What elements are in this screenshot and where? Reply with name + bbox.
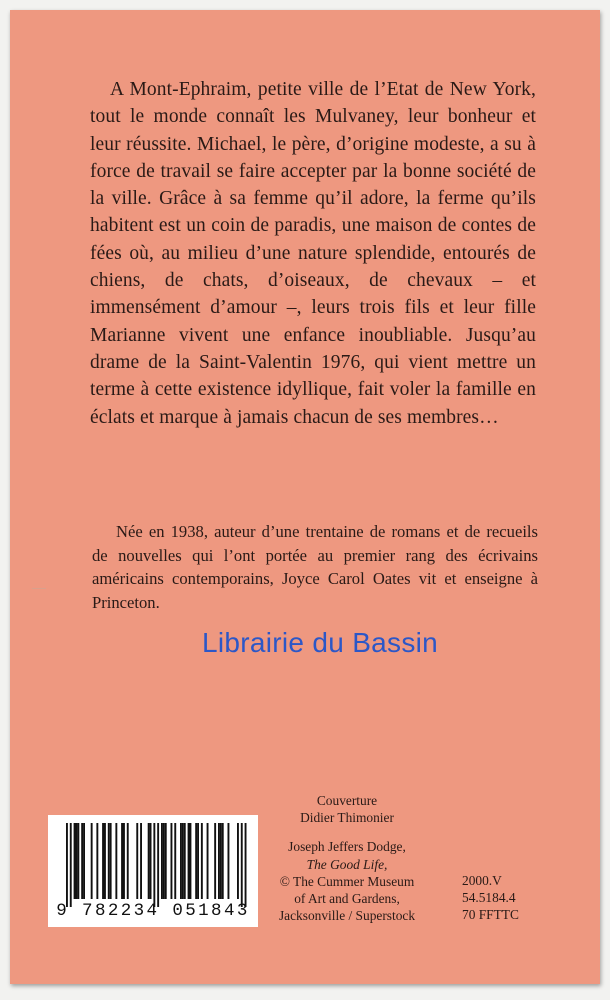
product-codes — [462, 872, 542, 924]
barcode-bar — [110, 823, 112, 899]
barcode-bar — [171, 823, 173, 899]
barcode-bar — [163, 823, 165, 899]
barcode-bar — [121, 823, 123, 899]
barcode-bar — [115, 823, 117, 899]
barcode-bar — [188, 823, 190, 899]
barcode-bar — [195, 823, 197, 899]
barcode-bar — [102, 823, 104, 899]
code-line: 70 FFTTC — [462, 907, 519, 923]
blurb-text: A Mont-Ephraim, petite ville de l’Etat de New York, tout le monde connaît les Mulvaney, leur bonheur et leur réussite. Michael, le père, d’origine modeste, a su à force de travail se faire accepter par la bonne société de la ville. Grâce à sa femme qu’il adore, la ferme qu’ils habitent est un coin de paradis, une maison de contes de fées où, au milieu d’une nature splendide, entourés de chiens, de chats, d’oiseaux, de chevaux – et immensément d’amour –, leurs trois fils et leur fille Marianne vivent une enfance inoubliable. Jusqu’au drame de la Saint-Valentin 1976, qui vient mettre un terme à cette existence idyllique, fait voler la famille en éclats et marque à jamais chacun de ses membres… — [90, 79, 536, 428]
barcode-bar — [157, 823, 159, 907]
back-cover — [10, 10, 600, 984]
barcode-bar — [70, 823, 72, 907]
cover-credits — [272, 792, 422, 924]
credit-line: The Good Life, — [306, 856, 388, 872]
barcode-bar — [108, 823, 110, 899]
barcode-bar — [136, 823, 138, 899]
barcode-bar — [237, 823, 239, 899]
credit-line: Couverture — [316, 793, 378, 808]
code-line: 2000.V — [462, 873, 502, 888]
barcode-bar — [201, 823, 203, 899]
barcode-bar — [66, 823, 68, 907]
barcode-bar — [228, 823, 230, 899]
barcode-bar — [91, 823, 93, 899]
barcode-bar — [104, 823, 106, 899]
barcode-bar — [150, 823, 152, 899]
author-bio: Née en 1938, auteur d’une trentaine de romans et de recueils de nouvelles qui l’ont portée au premier rang des écrivains américains contemporains, Joyce Carol Oates vit et enseigne à Princeton. — [92, 522, 538, 612]
barcode-digits: 9 782234 051843 — [56, 901, 250, 921]
barcode-bar — [161, 823, 163, 899]
credit-line: of Art and Gardens, — [294, 891, 400, 907]
credit-line: Didier Thimonier — [300, 810, 394, 826]
barcode-bar — [174, 823, 176, 899]
barcode-bar — [148, 823, 150, 899]
barcode-bar — [241, 823, 243, 907]
barcode-bar — [76, 823, 78, 899]
barcode-bar — [207, 823, 209, 899]
barcode-bar — [123, 823, 125, 899]
credit-line: Joseph Jeffers Dodge, — [288, 839, 406, 855]
barcode-bar — [81, 823, 83, 899]
barcode-bar — [74, 823, 76, 899]
barcode-bar — [184, 823, 186, 899]
credit-line: © The Cummer Museum — [279, 873, 415, 889]
barcode-bar — [218, 823, 220, 899]
barcode-bar — [245, 823, 247, 907]
barcode-bar — [127, 823, 129, 899]
barcode-bar — [96, 823, 98, 899]
barcode-bar — [83, 823, 85, 899]
cover-mark — [32, 588, 46, 589]
code-line: 54.5184.4 — [462, 890, 516, 906]
barcode-bar — [182, 823, 184, 899]
barcode-bar — [220, 823, 222, 899]
credit-line: Jacksonville / Superstock — [278, 908, 416, 924]
barcode-bar — [190, 823, 192, 899]
barcode-bar — [197, 823, 199, 899]
barcode-bar — [180, 823, 182, 899]
barcode-bar — [222, 823, 224, 899]
barcode — [48, 815, 258, 927]
barcode-bar — [77, 823, 79, 899]
barcode-bar — [140, 823, 142, 899]
bookseller-stamp: Librairie du Bassin — [202, 627, 439, 658]
barcode-bar — [153, 823, 155, 907]
barcode-bar — [214, 823, 216, 899]
barcode-bar — [165, 823, 167, 899]
